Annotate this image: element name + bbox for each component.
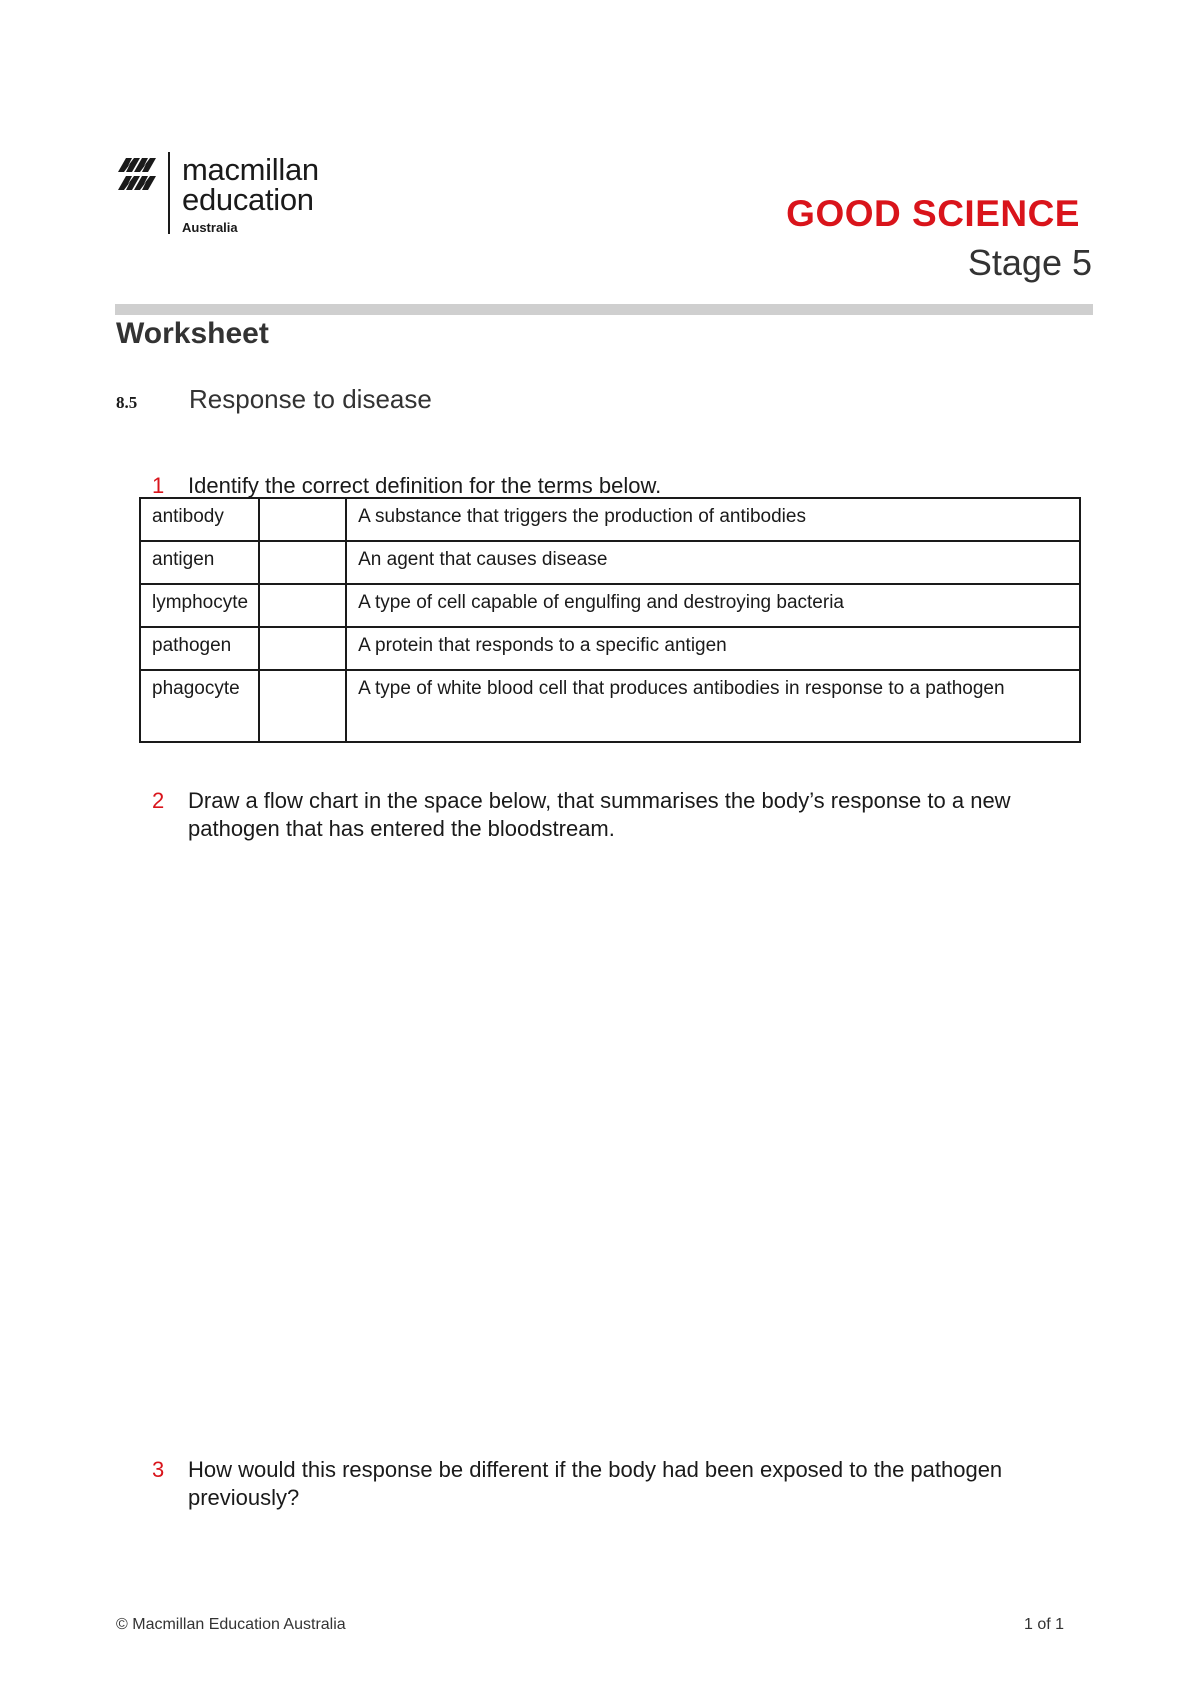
series-title: GOOD SCIENCE <box>786 193 1080 234</box>
term-cell: antibody <box>140 498 259 541</box>
question-3 <box>152 1456 1102 1516</box>
question-number: 2 <box>152 788 165 813</box>
table-row <box>140 498 1080 541</box>
logo-text-education: education <box>182 182 314 217</box>
footer-copyright: © Macmillan Education Australia <box>116 1616 346 1633</box>
section-number: 8.5 <box>116 393 138 412</box>
term-cell: lymphocyte <box>140 584 259 627</box>
logo-divider <box>168 152 170 234</box>
footer-page-number: 1 of 1 <box>1023 1616 1064 1633</box>
publisher-logo <box>116 152 356 240</box>
answer-cell[interactable] <box>259 584 346 627</box>
macmillan-logo-icon <box>116 154 158 194</box>
table-row <box>140 541 1080 584</box>
logo-text-australia: Australia <box>182 220 238 235</box>
answer-cell[interactable] <box>259 498 346 541</box>
question-2 <box>152 787 1102 847</box>
question-text: Identify the correct definition for the terms below. <box>188 473 662 498</box>
stage-label: Stage 5 <box>967 242 1092 283</box>
worksheet-heading: Worksheet <box>116 317 269 350</box>
header-rule <box>115 304 1093 315</box>
term-cell: antigen <box>140 541 259 584</box>
table-row <box>140 627 1080 670</box>
term-cell: phagocyte <box>140 670 259 742</box>
answer-cell[interactable] <box>259 627 346 670</box>
question-number: 3 <box>152 1457 165 1482</box>
answer-cell[interactable] <box>259 541 346 584</box>
definition-cell: A protein that responds to a specific antigen <box>346 627 1080 670</box>
question-number: 1 <box>152 473 165 498</box>
table-row <box>140 670 1080 742</box>
definition-cell: A type of cell capable of engulfing and destroying bacteria <box>346 584 1080 627</box>
question-text: How would this response be different if the body had been exposed to the pathogen previously? <box>188 1457 1003 1510</box>
answer-cell[interactable] <box>259 670 346 742</box>
definition-cell: A type of white blood cell that produces antibodies in response to a pathogen <box>346 670 1080 742</box>
term-cell: pathogen <box>140 627 259 670</box>
section-title: Response to disease <box>189 384 432 414</box>
terms-table <box>139 497 1081 743</box>
question-text: Draw a flow chart in the space below, that summarises the body’s response to a new pathogen that has entered the bloodstream. <box>188 788 1011 841</box>
definition-cell: An agent that causes disease <box>346 541 1080 584</box>
logo-text-macmillan: macmillan <box>182 152 319 187</box>
table-row <box>140 584 1080 627</box>
definition-cell: A substance that triggers the production of antibodies <box>346 498 1080 541</box>
